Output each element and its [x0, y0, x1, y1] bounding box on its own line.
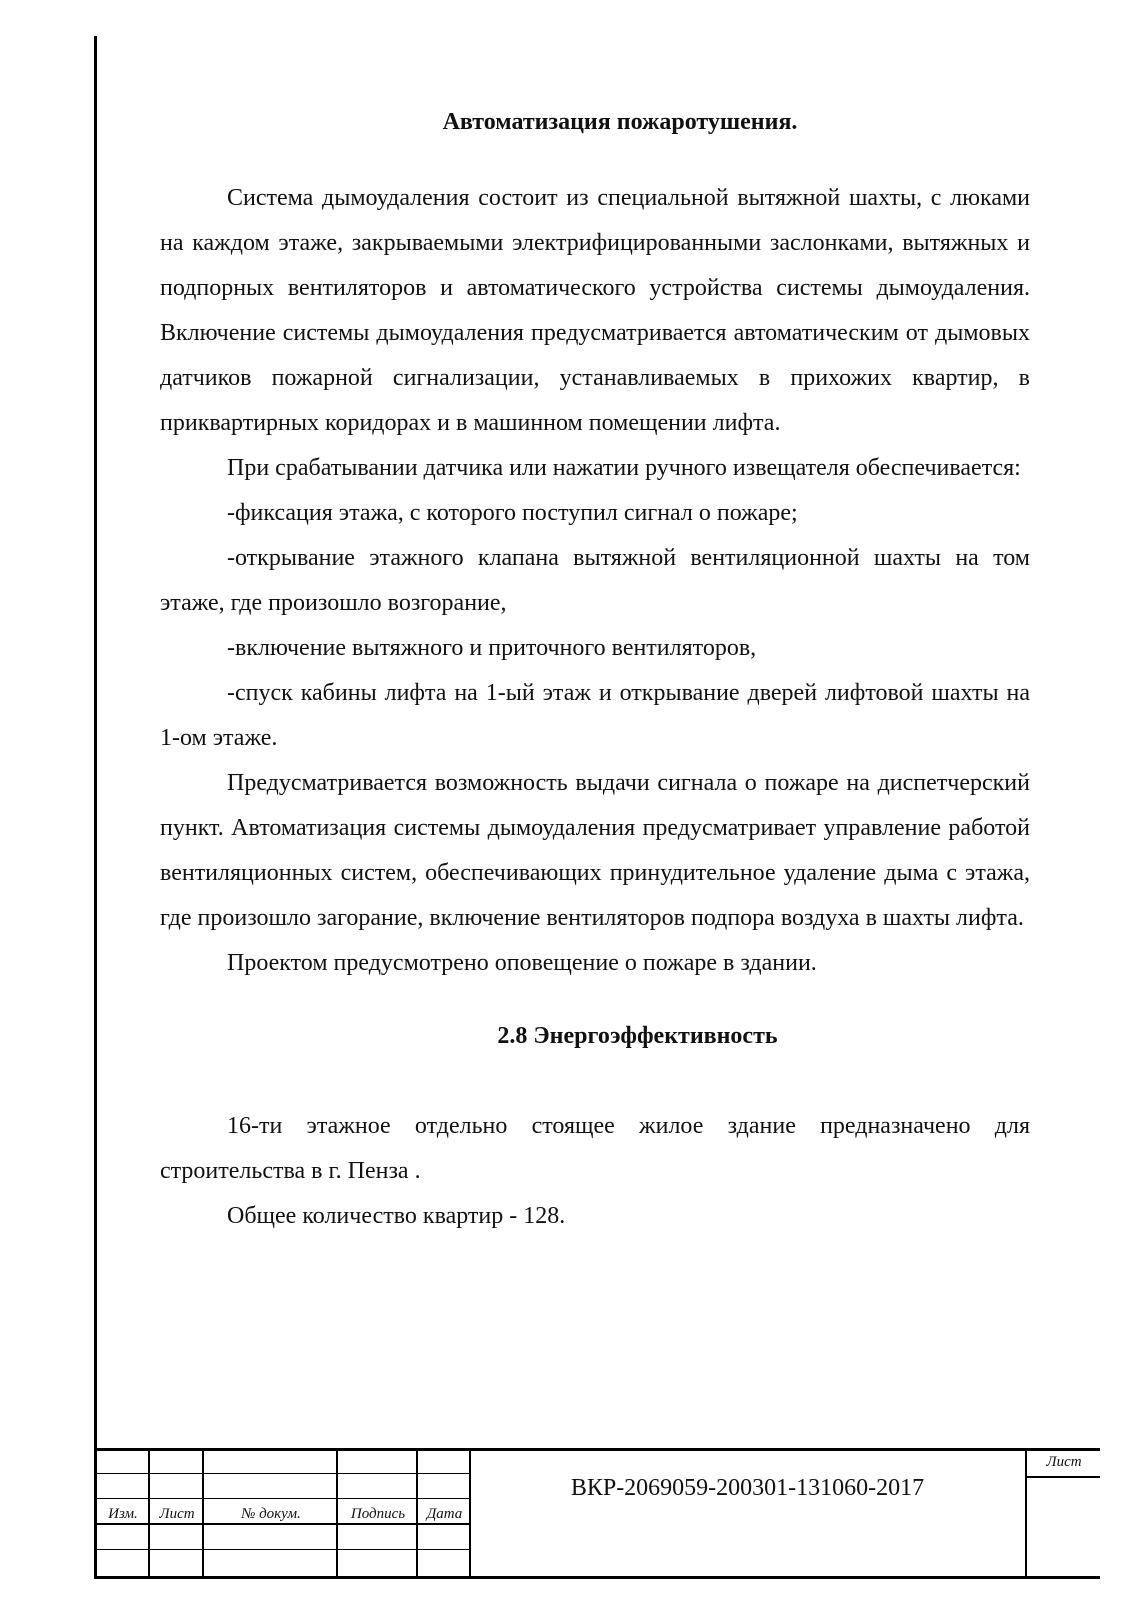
paragraph: При срабатывании датчика или нажатии ручного извещателя обеспечивается:	[227, 455, 1021, 481]
stamp-label-doc: № докум.	[241, 1506, 301, 1522]
list-item: -фиксация этажа, с которого поступил сигнал о пожаре;	[227, 500, 798, 526]
list-item: -открывание этажного клапана вытяжной вентиляционной шахты на том этаже, где произошло возгорание,	[160, 545, 1030, 616]
page-title: Автоматизация пожаротушения.	[442, 109, 798, 135]
paragraph: Система дымоудаления состоит из специальной вытяжной шахты, с люками на каждом этаже, закрываемыми электрифицированными заслонками, вытяжных и подпорных вентиляторов и автоматического устройства системы дымоудаления. Включение системы дымоудаления предусматривается автоматическим от дымовых датчиков пожарной сигнализации, устанавливаемых в прихожих квартир, в приквартирных коридорах и в машинном помещении лифта.	[160, 185, 1030, 436]
frame-left-border	[94, 36, 97, 1578]
stamp-label-izm: Изм.	[108, 1506, 138, 1522]
list-item: -спуск кабины лифта на 1-ый этаж и открывание дверей лифтовой шахты на 1-ом этаже.	[160, 680, 1030, 751]
stamp-label-sheet: Лист	[1046, 1454, 1082, 1470]
list-item: -включение вытяжного и приточного вентиляторов,	[227, 635, 757, 661]
paragraph: Предусматривается возможность выдачи сигнала о пожаре на диспетчерский пункт. Автоматизация системы дымоудаления предусматривает управление работой вентиляционных систем, обеспечивающих принудительное удаление дыма с этажа, где произошло загорание, включение вентиляторов подпора воздуха в шахты лифта.	[160, 770, 1030, 931]
document-body	[160, 100, 1030, 1239]
paragraph: Общее количество квартир - 128.	[227, 1203, 566, 1229]
paragraph: 16-ти этажное отдельно стоящее жилое здание предназначено для строительства в г. Пенза .	[160, 1113, 1030, 1184]
stamp-label-list: Лист	[159, 1506, 195, 1522]
paragraph: Проектом предусмотрено оповещение о пожаре в здании.	[227, 950, 817, 976]
stamp-label-date: Дата	[426, 1506, 463, 1522]
document-code: ВКР-2069059-200301-131060-2017	[570, 1475, 925, 1501]
stamp-label-sign: Подпись	[350, 1506, 406, 1522]
section-heading: 2.8 Энергоэффективность	[497, 1023, 778, 1049]
